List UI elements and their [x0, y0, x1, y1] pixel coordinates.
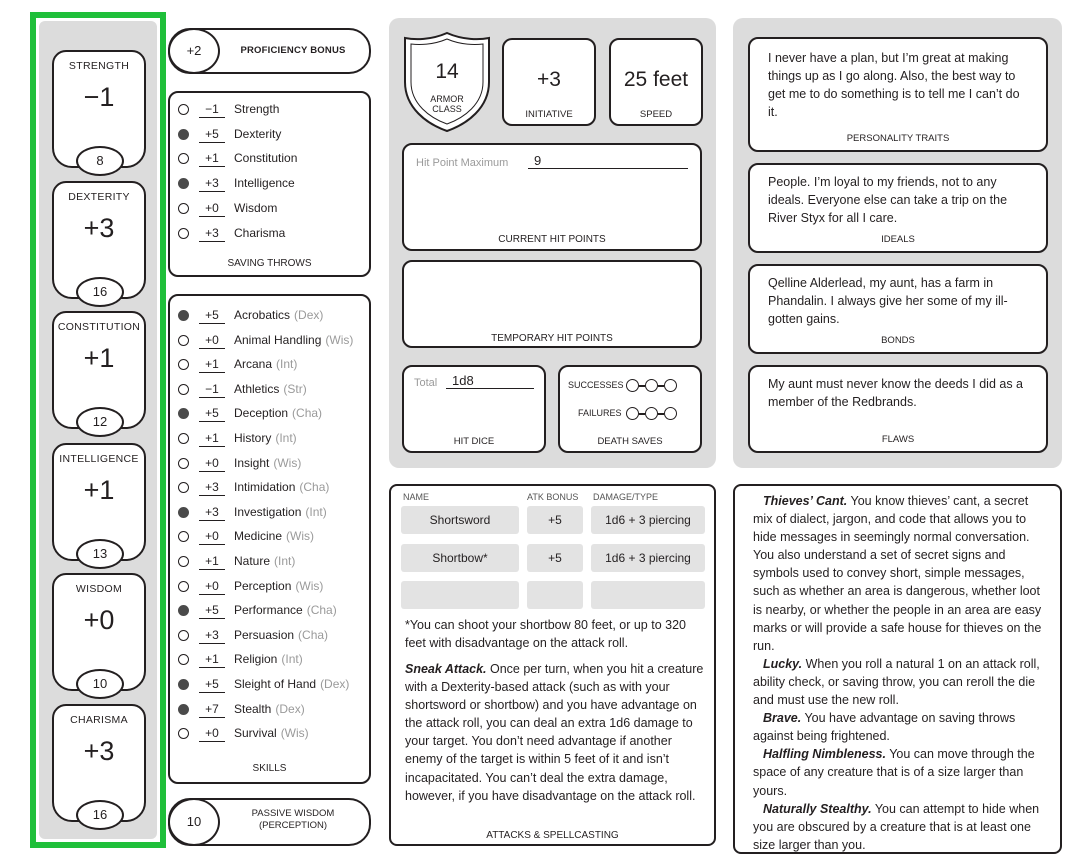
skill-name-text: Animal Handling [234, 332, 322, 347]
death-saves-failures-label: FAILURES [578, 408, 622, 418]
proficiency-dot[interactable] [178, 310, 189, 321]
initiative-label: INITIATIVE [525, 109, 573, 120]
skill-ability: (Cha) [306, 603, 337, 618]
skill-modifier[interactable]: +3 [199, 479, 225, 496]
proficiency-dot[interactable] [178, 408, 189, 419]
proficiency-dot[interactable] [178, 507, 189, 518]
ability-score[interactable]: 10 [76, 669, 124, 699]
passive-wisdom-label-line2: (PERCEPTION) [258, 820, 328, 831]
skills-box [168, 294, 371, 784]
feature-title: Halfling Nimbleness. [763, 747, 886, 762]
skill-row [170, 330, 370, 352]
ability-modifier[interactable]: +3 [83, 213, 115, 243]
feature-paragraph [753, 655, 1049, 709]
skill-ability: (Wis) [295, 578, 324, 593]
skill-name [234, 381, 307, 397]
skill-row [170, 502, 370, 524]
skill-ability: (Int) [275, 431, 297, 445]
skill-modifier[interactable]: +0 [199, 725, 225, 742]
hp-maximum-value[interactable]: 9 [528, 153, 688, 169]
ability-score[interactable]: 16 [76, 277, 124, 307]
speed-label: SPEED [639, 109, 673, 120]
skill-name-text: Stealth [234, 701, 272, 716]
skill-name [234, 725, 309, 741]
proficiency-dot[interactable] [178, 556, 189, 567]
ability-intelligence [52, 443, 146, 561]
temporary-hit-points-label: TEMPORARY HIT POINTS [491, 333, 613, 344]
bonds-label: BONDS [881, 335, 915, 346]
skill-name-text: Intimidation [234, 480, 296, 495]
ability-name: WISDOM [75, 583, 123, 595]
skill-ability: (Int) [281, 652, 303, 667]
proficiency-dot[interactable] [178, 129, 189, 140]
skill-ability: (Wis) [325, 332, 354, 347]
ability-modifier[interactable]: −1 [83, 82, 115, 112]
feature-title: Brave. [763, 711, 802, 726]
features-text [753, 492, 1049, 854]
saving-throw-row [170, 198, 370, 220]
ability-wisdom [52, 573, 146, 691]
skill-ability: (Int) [274, 554, 296, 568]
ability-name: INTELLIGENCE [59, 453, 139, 465]
ideals-text: People. I’m loyal to my friends, not to any ideals. Everyone else can take a trip on the River Styx for all I care. [768, 175, 1008, 225]
hit-dice-total-label: Total [414, 377, 438, 389]
skill-modifier[interactable]: +5 [199, 405, 225, 422]
attacks-spellcasting-box [389, 484, 716, 846]
saving-throw-row [170, 223, 370, 245]
skill-name-text: Athletics [234, 381, 280, 396]
ability-scores-column [30, 12, 166, 848]
skill-row [170, 649, 370, 671]
skill-modifier[interactable]: +1 [199, 430, 225, 447]
proficiency-bonus-value[interactable]: +2 [168, 28, 220, 74]
proficiency-dot[interactable] [178, 482, 189, 493]
skill-name [234, 553, 295, 569]
skill-name [234, 602, 337, 618]
proficiency-dot[interactable] [178, 228, 189, 239]
skill-ability: (Str) [283, 381, 307, 396]
hit-dice-total-value[interactable]: 1d8 [446, 373, 534, 389]
death-saves-box [558, 365, 702, 453]
proficiency-dot[interactable] [178, 178, 189, 189]
current-hit-points-box[interactable] [402, 143, 702, 251]
skill-ability: (Int) [276, 357, 298, 372]
skill-row [170, 403, 370, 425]
attack-1-bonus[interactable]: +5 [527, 506, 583, 534]
saving-throw-name: Dexterity [234, 126, 282, 141]
feature-text: You can move through the space of any creature that is of a size larger than yours. [753, 747, 1035, 798]
proficiency-dot[interactable] [178, 458, 189, 469]
skill-name [234, 405, 322, 421]
feature-paragraph [753, 492, 1049, 655]
skill-modifier[interactable]: +7 [199, 701, 225, 718]
personality-traits-box[interactable] [748, 37, 1048, 152]
skill-modifier[interactable]: +0 [199, 332, 225, 349]
proficiency-dot[interactable] [178, 433, 189, 444]
skill-name [234, 676, 349, 692]
attacks-header-bonus: ATK BONUS [527, 492, 579, 502]
ability-modifier[interactable]: +3 [83, 736, 115, 766]
skill-name [234, 578, 323, 594]
initiative-box [502, 38, 596, 126]
skill-modifier[interactable]: +0 [199, 578, 225, 595]
ability-modifier[interactable]: +0 [83, 605, 115, 635]
skill-row [170, 674, 370, 696]
proficiency-dot[interactable] [178, 679, 189, 690]
skill-row [170, 354, 370, 376]
skill-row [170, 576, 370, 598]
skill-name [234, 504, 327, 520]
skill-modifier[interactable]: +5 [199, 307, 225, 324]
saving-throw-row [170, 99, 370, 121]
proficiency-bonus-label: PROFICIENCY BONUS [240, 45, 346, 56]
skill-name-text: Nature [234, 554, 271, 568]
hit-dice-box [402, 365, 546, 453]
saving-throw-modifier[interactable]: +0 [199, 200, 225, 217]
attacks-spellcasting-label: ATTACKS & SPELLCASTING [486, 830, 619, 841]
skill-row [170, 305, 370, 327]
ideals-box[interactable] [748, 163, 1048, 253]
skill-ability: (Cha) [299, 480, 330, 495]
hp-maximum-label: Hit Point Maximum [416, 157, 509, 169]
saving-throw-row [170, 124, 370, 146]
skill-ability: (Cha) [292, 406, 323, 421]
flaws-box[interactable] [748, 365, 1048, 453]
personality-traits-label: PERSONALITY TRAITS [846, 133, 950, 144]
skill-modifier[interactable]: +3 [199, 504, 225, 521]
proficiency-dot[interactable] [178, 359, 189, 370]
skill-name-text: Acrobatics [234, 308, 291, 322]
skill-ability: (Dex) [294, 308, 324, 322]
skill-ability: (Wis) [273, 455, 302, 470]
saving-throw-row [170, 148, 370, 170]
skill-name-text: Medicine [234, 529, 283, 544]
attack-2-bonus[interactable]: +5 [527, 544, 583, 572]
skill-name [234, 455, 301, 471]
proficiency-dot[interactable] [178, 630, 189, 641]
ability-modifier[interactable]: +1 [83, 343, 115, 373]
skill-row [170, 477, 370, 499]
hit-dice-label: HIT DICE [453, 436, 495, 447]
speed-value[interactable]: 25 feet [623, 68, 689, 91]
success-check-1[interactable] [626, 379, 639, 392]
ability-charisma [52, 704, 146, 822]
skill-ability: (Dex) [275, 701, 305, 716]
passive-wisdom-value[interactable]: 10 [168, 798, 220, 846]
skill-modifier[interactable]: +3 [199, 627, 225, 644]
skill-row [170, 699, 370, 721]
temporary-hit-points-box[interactable] [402, 260, 702, 348]
saving-throw-modifier[interactable]: +3 [199, 225, 225, 242]
ability-score[interactable]: 8 [76, 146, 124, 176]
feature-title: Naturally Stealthy. [763, 801, 872, 816]
current-hit-points-label: CURRENT HIT POINTS [498, 234, 606, 245]
feature-paragraph [753, 800, 1049, 854]
attacks-header-damage: DAMAGE/TYPE [593, 492, 659, 502]
failure-check-1[interactable] [626, 407, 639, 420]
saving-throw-name: Intelligence [234, 176, 295, 191]
ability-name: DEXTERITY [68, 191, 130, 203]
skill-modifier[interactable]: +1 [199, 553, 225, 570]
skill-name [234, 627, 328, 643]
armor-class-label-line1: ARMOR [430, 94, 464, 104]
skill-modifier[interactable]: +0 [199, 528, 225, 545]
proficiency-dot[interactable] [178, 605, 189, 616]
proficiency-dot[interactable] [178, 531, 189, 542]
skill-row [170, 600, 370, 622]
skill-modifier[interactable]: −1 [199, 381, 225, 398]
saving-throw-name: Charisma [234, 225, 286, 240]
death-saves-successes-label: SUCCESSES [568, 380, 624, 390]
saving-throw-row [170, 173, 370, 195]
skill-name [234, 701, 305, 717]
skill-ability: (Int) [305, 504, 327, 519]
skill-name-text: Sleight of Hand [234, 677, 317, 691]
skill-name-text: History [234, 431, 272, 445]
personality-traits-text: I never have a plan, but I’m great at making things up as I go along. Also, the best way to get me to do something is to tell me I can’t do it. [768, 51, 1020, 119]
skill-name [234, 651, 303, 667]
flaws-label: FLAWS [881, 434, 915, 445]
attack-3-damage[interactable] [591, 581, 705, 609]
attack-3-name[interactable] [401, 581, 519, 609]
initiative-value[interactable]: +3 [537, 68, 561, 91]
attack-3-bonus[interactable] [527, 581, 583, 609]
proficiency-dot[interactable] [178, 654, 189, 665]
feature-text: You have advantage on saving throws against being frightened. [753, 711, 1016, 744]
ability-score[interactable]: 16 [76, 800, 124, 830]
proficiency-dot[interactable] [178, 581, 189, 592]
sneak-attack-title: Sneak Attack. [405, 662, 487, 676]
skill-modifier[interactable]: +1 [199, 651, 225, 668]
ideals-label: IDEALS [881, 234, 915, 245]
bonds-box[interactable] [748, 264, 1048, 354]
armor-class-label-line2: CLASS [432, 104, 462, 114]
skill-ability: (Wis) [280, 726, 309, 741]
saving-throw-modifier[interactable]: +5 [199, 126, 225, 143]
death-saves-label: DEATH SAVES [597, 436, 663, 447]
armor-class-label [401, 94, 493, 114]
death-saves-successes-checks [626, 377, 677, 395]
skill-row [170, 428, 370, 450]
attack-2-damage[interactable]: 1d6 + 3 piercing [591, 544, 705, 572]
passive-wisdom-label [230, 808, 356, 832]
skill-row [170, 625, 370, 647]
skill-ability: (Dex) [320, 677, 350, 691]
proficiency-dot[interactable] [178, 728, 189, 739]
attacks-note: *You can shoot your shortbow 80 feet, or up to 320 feet with disadvantage on the attack roll. [405, 618, 686, 651]
attacks-header-name: NAME [403, 492, 430, 502]
feature-paragraph [753, 709, 1049, 745]
skill-modifier[interactable]: +0 [199, 455, 225, 472]
skill-row [170, 453, 370, 475]
skill-ability: (Wis) [286, 529, 315, 544]
saving-throw-modifier[interactable]: +1 [199, 150, 225, 167]
sneak-attack-paragraph [405, 660, 705, 805]
saving-throw-name: Constitution [234, 151, 298, 166]
bonds-text: Qelline Alderlead, my aunt, has a farm in Phandalin. I always give her some of my ill-gotten gains. [768, 276, 1008, 326]
saving-throws-list [170, 99, 370, 249]
skill-name [234, 528, 314, 544]
proficiency-dot[interactable] [178, 384, 189, 395]
passive-wisdom-label-line1: PASSIVE WISDOM [251, 808, 335, 819]
skill-modifier[interactable]: +5 [199, 676, 225, 693]
skill-name-text: Insight [234, 455, 270, 470]
skill-name-text: Religion [234, 652, 278, 667]
saving-throws-label: SAVING THROWS [227, 258, 312, 269]
saving-throw-name: Strength [234, 102, 280, 116]
sneak-attack-text: Once per turn, when you hit a creature with a Dexterity-based attack (such as with your shortsword or shortbow) and you have advantage on the attack roll, you can deal an extra 1d6 damage to your target. You don’t need advantage if another enemy of the target is within 5 feet of it and isn’t incapacitated. You can’t deal the extra damage, however, if you have disadvantage on the attack roll. [405, 662, 704, 803]
skill-name-text: Arcana [234, 357, 273, 372]
failure-check-3[interactable] [664, 407, 677, 420]
skill-name [234, 430, 297, 446]
proficiency-dot[interactable] [178, 203, 189, 214]
skill-name-text: Survival [234, 726, 277, 741]
skill-ability: (Cha) [298, 627, 329, 642]
ability-dexterity [52, 181, 146, 299]
skill-name [234, 479, 329, 495]
ability-modifier[interactable]: +1 [83, 475, 115, 505]
feature-text: You know thieves’ cant, a secret mix of dialect, jargon, and code that allows you to hide messages in seemingly normal conversation. You also understand a set of secret signs and symbols used to convey short, simple messages, such as whether an area is dangerous, whether loot is nearby, or whether the people in an area are easy marks or will provide a safe house for thieves on the run. [753, 494, 1042, 653]
death-saves-failures-checks [626, 405, 677, 423]
saving-throw-modifier[interactable]: +3 [199, 175, 225, 192]
skill-name-text: Performance [234, 603, 303, 618]
attack-1-damage[interactable]: 1d6 + 3 piercing [591, 506, 705, 534]
ability-name: CONSTITUTION [57, 321, 141, 333]
skills-label: SKILLS [252, 763, 287, 774]
feature-text: When you roll a natural 1 on an attack roll, ability check, or saving throw, you can reroll the die and must use the new roll. [753, 656, 1040, 708]
armor-class-value[interactable]: 14 [435, 60, 459, 83]
skill-name-text: Investigation [234, 504, 302, 519]
failure-check-2[interactable] [645, 407, 658, 420]
success-check-2[interactable] [645, 379, 658, 392]
skill-row [170, 551, 370, 573]
feature-title: Thieves’ Cant. [763, 494, 848, 508]
ability-name: STRENGTH [68, 60, 130, 72]
feature-text: You can attempt to hide when you are obscured by a creature that is at least one size larger than you. [753, 801, 1040, 852]
skill-name-text: Persuasion [234, 627, 295, 642]
ability-name: CHARISMA [70, 714, 128, 726]
skill-name-text: Perception [234, 578, 292, 593]
skill-name [234, 332, 353, 348]
skill-name [234, 356, 297, 372]
proficiency-dot[interactable] [178, 153, 189, 164]
ability-score[interactable]: 13 [76, 539, 124, 569]
feature-title: Lucky. [763, 656, 803, 671]
features-traits-box [733, 484, 1062, 854]
ability-strength [52, 50, 146, 168]
proficiency-dot[interactable] [178, 104, 189, 115]
saving-throw-modifier[interactable]: −1 [199, 101, 225, 118]
ability-constitution [52, 311, 146, 429]
flaws-text: My aunt must never know the deeds I did as a member of the Redbrands. [768, 377, 1023, 409]
feature-paragraph [753, 745, 1049, 799]
speed-box [609, 38, 703, 126]
proficiency-dot[interactable] [178, 335, 189, 346]
skill-row [170, 723, 370, 745]
skill-name-text: Deception [234, 406, 289, 421]
ability-score[interactable]: 12 [76, 407, 124, 437]
saving-throw-name: Wisdom [234, 200, 278, 215]
skill-name [234, 307, 323, 323]
skill-modifier[interactable]: +1 [199, 356, 225, 373]
skill-row [170, 526, 370, 548]
success-check-3[interactable] [664, 379, 677, 392]
proficiency-dot[interactable] [178, 704, 189, 715]
skill-row [170, 379, 370, 401]
attack-2-name[interactable]: Shortbow* [401, 544, 519, 572]
skills-list [170, 305, 370, 755]
saving-throws-box [168, 91, 371, 277]
skill-modifier[interactable]: +5 [199, 602, 225, 619]
attack-1-name[interactable]: Shortsword [401, 506, 519, 534]
